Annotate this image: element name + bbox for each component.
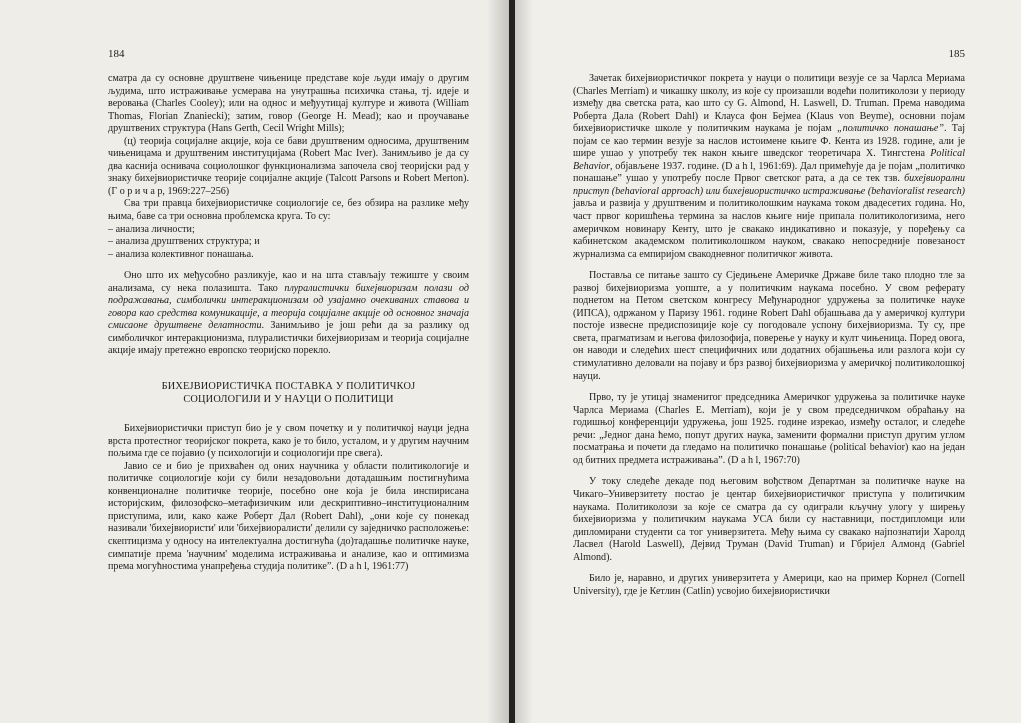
paragraph: Јавио се и био је прихваћен од оних научника у области политикологије и политичке социологије који су били незадовољни дотадашњим постигнућима конвенционалне политичке теорије, посебно оне која је била инспирисана историјским, филозофско–метафизичким или дескриптивно–институционалним приступима, или, како каже Роберт Дал (Robert Dahl), „они које су понекад називали 'бихејвиористи' или 'бихејвиоралисти' делили су заједничко расположење: скептицизма у односу на интелектуална достигнућа (до)тадашње политичке науке, симпатије према 'научним' моделима истраживања и анализе, као и оптимизма према могућностима унапређења студија политике”. (D a h l, 1961:77)	[108, 460, 469, 573]
italic-text: бихејвиорални приступ (behavioral approach) или бихејвиористичко истраживање (behavioralist research)	[573, 173, 965, 197]
paragraph: сматра да су основне друштвене чињенице представе које људи имају о другим људима, што истраживање усмерава на унутрашња психичка стања, тј. идеје и веровања (Charles Cooley); или на однос и међуутицај културе и живота (William Thomas, Florian Znaniecki); затим, говор (George H. Mead); као и проучавање друштвених структура (Hans Gerth, Cecil Wright Mills);	[108, 73, 469, 135]
paragraph: Бихејвиористички приступ био је у свом почетку и у политичкој науци једна врста протестног теоријског покрета, како је то било, усталом, и у другим научним пољима где се појавио (у психологији и социологији пре свега).	[108, 423, 469, 460]
section-heading	[108, 380, 469, 406]
paragraph: Поставља се питање зашто су Сједињене Америчке Државе биле тако плодно тле за развој бихејвиоризма уопште, а у политичким наукама посебно. У свом реферату поднетом на Петом светском конгресу Међународног удружења за политичке науке (ИПСА), одржаном у Паризу 1961. године Robert Dahl објашњава да у америчкој култури постоје извесне предиспозиције које су погодовале успону бихејвиоризма. Ту су, пре света, прагматизам и његова филозофија, поверење у науку и култ чињеница. Поред овога, он наводи и следећих шест специфичних или додатних објашњења или разлога који су стимулативно деловали на појаву и брз развој бихејвиоризма у америчкој политиколошкој науци.	[573, 270, 965, 382]
paragraph	[573, 73, 965, 261]
paragraph-text: Оно што их међусобно разликује, као и на шта стављају тежиште у своим анализама, су нека полазишта. Тако	[108, 270, 469, 294]
paragraph: Сва три правца бихејвиористичке социологије се, без обзира на разлике међу њима, баве са три основна проблемска круга. То су:	[108, 198, 469, 223]
paragraph-text: . Тај појам се као термин везује за наслов истоимене књиге Ф. Кента из 1928. године, али је шире ушао у употребу тек након књиге шведског теоретичара Х. Тингстена	[573, 123, 966, 160]
paragraph-text: . Занимљиво је још рећи да за разлику од симболичког интеракционизма, плуралистички бихејвиоризам и теорија социјалне акције имају претежно европско теоријско порекло.	[108, 320, 470, 357]
list-item: – анализа друштвених структура; и	[108, 236, 260, 248]
paragraph-text: Зачетак бихејвиористичког покрета у науци о политици везује се за Чарлса Мериама (Charles Merriam) и чикашку школу, из које су произашли водећи политиколози у периоду између два светска рата, као што су G. Almond, H. Laswell, D. Truman. Према наводима Роберта Дала (Robert Dahl) и Клауса фон Бејмеа (Klaus von Beyme), основни појам бихејвиористичке школе у политичким наукама је појам	[573, 73, 965, 135]
paragraph-text: , објављене 1937. године. (D a h l, 1961:69). Дал примећује да је појам „политичко понашање” ушао у употребу после Првог светског рата, а да се тек тзв.	[573, 160, 965, 185]
right-page	[515, 0, 1021, 723]
page-number-right: 185	[948, 48, 965, 60]
heading-line: БИХЕЈВИОРИСТИЧКА ПОСТАВКА У ПОЛИТИЧКОЈ	[161, 381, 416, 393]
paragraph: Било је, наравно, и других универзитета у Америци, као на пример Корнел (Cornell University), где је Кетлин (Catlin) усвојио бихејвиористички	[573, 573, 965, 597]
heading-line: СОЦИОЛОГИЈИ И У НАУЦИ О ПОЛИТИЦИ	[183, 394, 394, 406]
paragraph-text: јавља и развија у друштвеним и политиколошким наукама током двадесетих година. Но, част првог коришћења термина за наслов књиге није припала политикологизима, него америчком новинару Кенту, што је свакако индикативно и показује, у поређењу са кабинетском академском политиколошком науком, свакако непосредније повезаност журнализма са емпиријом свакодневног политичког живота.	[573, 198, 965, 260]
paragraph: (ц) теорија социјалне акције, која се бави друштвеним односима, друштвеним чињеницама и друштвеним институцијама (Robert Mac Iver). Занимљиво је да су два каснија оснивача социолошког функционализма започела свој теоријски рад у знаку бихејвиористичке теорије социјалне акције (Talcott Parsons и Robert Merton). (Г о р и ч а р, 1969:227–256)	[108, 135, 469, 197]
left-page	[0, 0, 509, 723]
italic-text: плуралистички бихејвиоризам полази од подражавања, симболички интеракционизам од узајамно очекиваних ставова и говора као средства комуникације, а теорија социјалне акције од основног значаја смисаоне друштвене делатности	[108, 282, 469, 332]
paragraph	[108, 270, 469, 358]
italic-text: Political Behavior	[573, 148, 965, 172]
paragraph: Прво, ту је утицај знаменитог председника Америчког удружења за политичке науке Чарлса Мериама (Charles E. Merriam), који је у свом председничком обраћању на годишњој конференцији удружења, још 1925. године изрекао, између осталог, и следеће речи: „Једног дана ћемо, попут других наука, заменити формални приступ другим углом посматрања и почети да гледамо на политичко понашање (political behavior) као на један од битних предмета истраживања”. (D a h l, 1967:70)	[573, 392, 965, 466]
list-item: – анализа личности;	[108, 223, 195, 235]
paragraph: У току следеће декаде под његовим вођством Департман за политичке науке на Чикаго–Универзитету постао је центар бихејвиористичког приступа у политичким наукама. Политиколози за које се сматра да су одиграли кључну улогу у ширењу бихејвиоризма у политичким наукама УСА били су наставници, постдипломци или дипломирани студенти са тог универзитета. Међу њима су свакако најпознатији Харолд Ласвел (Harold Laswell), Дејвид Труман (David Truman) и Гбријел Алмонд (Gabriel Almond).	[573, 476, 965, 563]
list-item: – анализа колективног понашања.	[108, 248, 254, 260]
italic-text: „политичко понашање”	[837, 123, 944, 135]
page-number-left: 184	[108, 48, 125, 60]
